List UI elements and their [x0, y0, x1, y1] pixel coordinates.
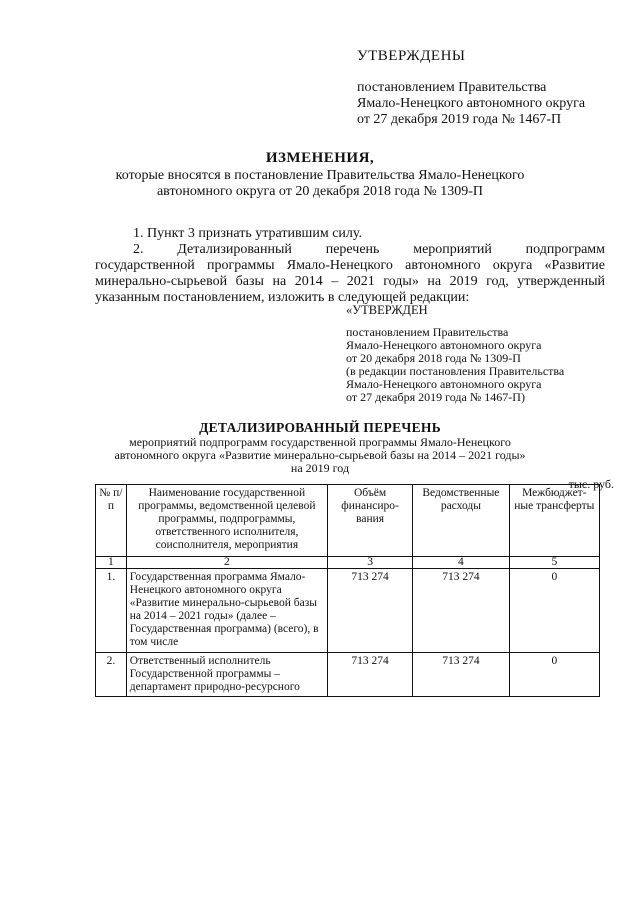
- column-number: 2: [126, 557, 327, 569]
- changes-title: ИЗМЕНЕНИЯ,: [265, 150, 375, 166]
- quoted-approval-line: постановлением Правительства: [346, 325, 509, 339]
- list-title: ДЕТАЛИЗИРОВАННЫЙ ПЕРЕЧЕНЬ: [199, 420, 441, 435]
- table-header-row: [96, 485, 600, 557]
- changes-subtitle-line: которые вносятся в постановление Правительства Ямало-Ненецкого: [115, 168, 525, 183]
- body-item-2-line: минерально-сырьевой базы на 2014 – 2021 годы» на 2019 год, утвержденный: [95, 274, 605, 289]
- approval-line: постановлением Правительства: [357, 80, 547, 95]
- row-financing: 713 274: [327, 653, 412, 697]
- quoted-approval-title: «УТВЕРЖДЕН: [346, 303, 428, 317]
- body-item-2-line: 2. Детализированный перечень мероприятий подпрограмм: [133, 242, 605, 257]
- row-name: Ответственный исполнитель Государственной программы – департамент природно-ресурсного: [126, 653, 327, 697]
- quoted-approval-line: от 27 декабря 2019 года № 1467-П): [346, 390, 525, 404]
- table-row: [96, 653, 600, 697]
- list-subtitle-line: автономного округа «Развитие минерально-сырьевой базы на 2014 – 2021 годы»: [114, 448, 526, 462]
- row-number: 2.: [96, 653, 127, 697]
- row-transfers: 0: [509, 653, 599, 697]
- header-departmental: Ведомственные расходы: [413, 485, 509, 557]
- approval-line: от 27 декабря 2019 года № 1467-П: [357, 112, 562, 127]
- body-item-1: 1. Пункт 3 признать утратившим силу.: [133, 226, 362, 241]
- changes-subtitle-line: автономного округа от 20 декабря 2018 года № 1309-П: [156, 184, 484, 199]
- table-row: [96, 569, 600, 653]
- header-number: № п/п: [96, 485, 127, 557]
- row-financing: 713 274: [327, 569, 412, 653]
- quoted-approval-line: от 20 декабря 2018 года № 1309-П: [346, 351, 521, 365]
- row-name: Государственная программа Ямало-Ненецкого автономного округа «Развитие минерально-сырьевой базы на 2014 – 2021 годы» (далее – Государственная программа) (всего), в том числе: [126, 569, 327, 653]
- header-name: Наименование государственной программы, ведомственной целевой программы, подпрограммы, ответственного исполнителя, соисполнителя, мероприятия: [126, 485, 327, 557]
- quoted-approval-line: Ямало-Ненецкого автономного округа: [346, 338, 542, 352]
- header-transfers: Межбюджет-ные трансферты: [509, 485, 599, 557]
- column-number: 4: [413, 557, 509, 569]
- column-number-row: [96, 557, 600, 569]
- list-subtitle-line: мероприятий подпрограмм государственной программы Ямало-Ненецкого: [129, 435, 511, 449]
- row-transfers: 0: [509, 569, 599, 653]
- row-departmental: 713 274: [413, 569, 509, 653]
- quoted-approval-line: (в редакции постановления Правительства: [346, 364, 565, 378]
- body-item-2-line: государственной программы Ямало-Ненецкого автономного округа «Развитие: [95, 258, 605, 273]
- column-number: 1: [96, 557, 127, 569]
- quoted-approval-line: Ямало-Ненецкого автономного округа: [346, 377, 542, 391]
- units-label: тыс. руб.: [568, 477, 614, 491]
- measures-table: [95, 484, 600, 697]
- header-financing: Объём финансиро-вания: [327, 485, 412, 557]
- row-departmental: 713 274: [413, 653, 509, 697]
- approval-line: Ямало-Ненецкого автономного округа: [357, 96, 586, 111]
- column-number: 5: [509, 557, 599, 569]
- body-item-2-line: указанным постановлением, изложить в следующей редакции:: [95, 290, 470, 305]
- list-subtitle-line: на 2019 год: [290, 461, 350, 475]
- column-number: 3: [327, 557, 412, 569]
- approval-title: УТВЕРЖДЕНЫ: [357, 48, 466, 64]
- row-number: 1.: [96, 569, 127, 653]
